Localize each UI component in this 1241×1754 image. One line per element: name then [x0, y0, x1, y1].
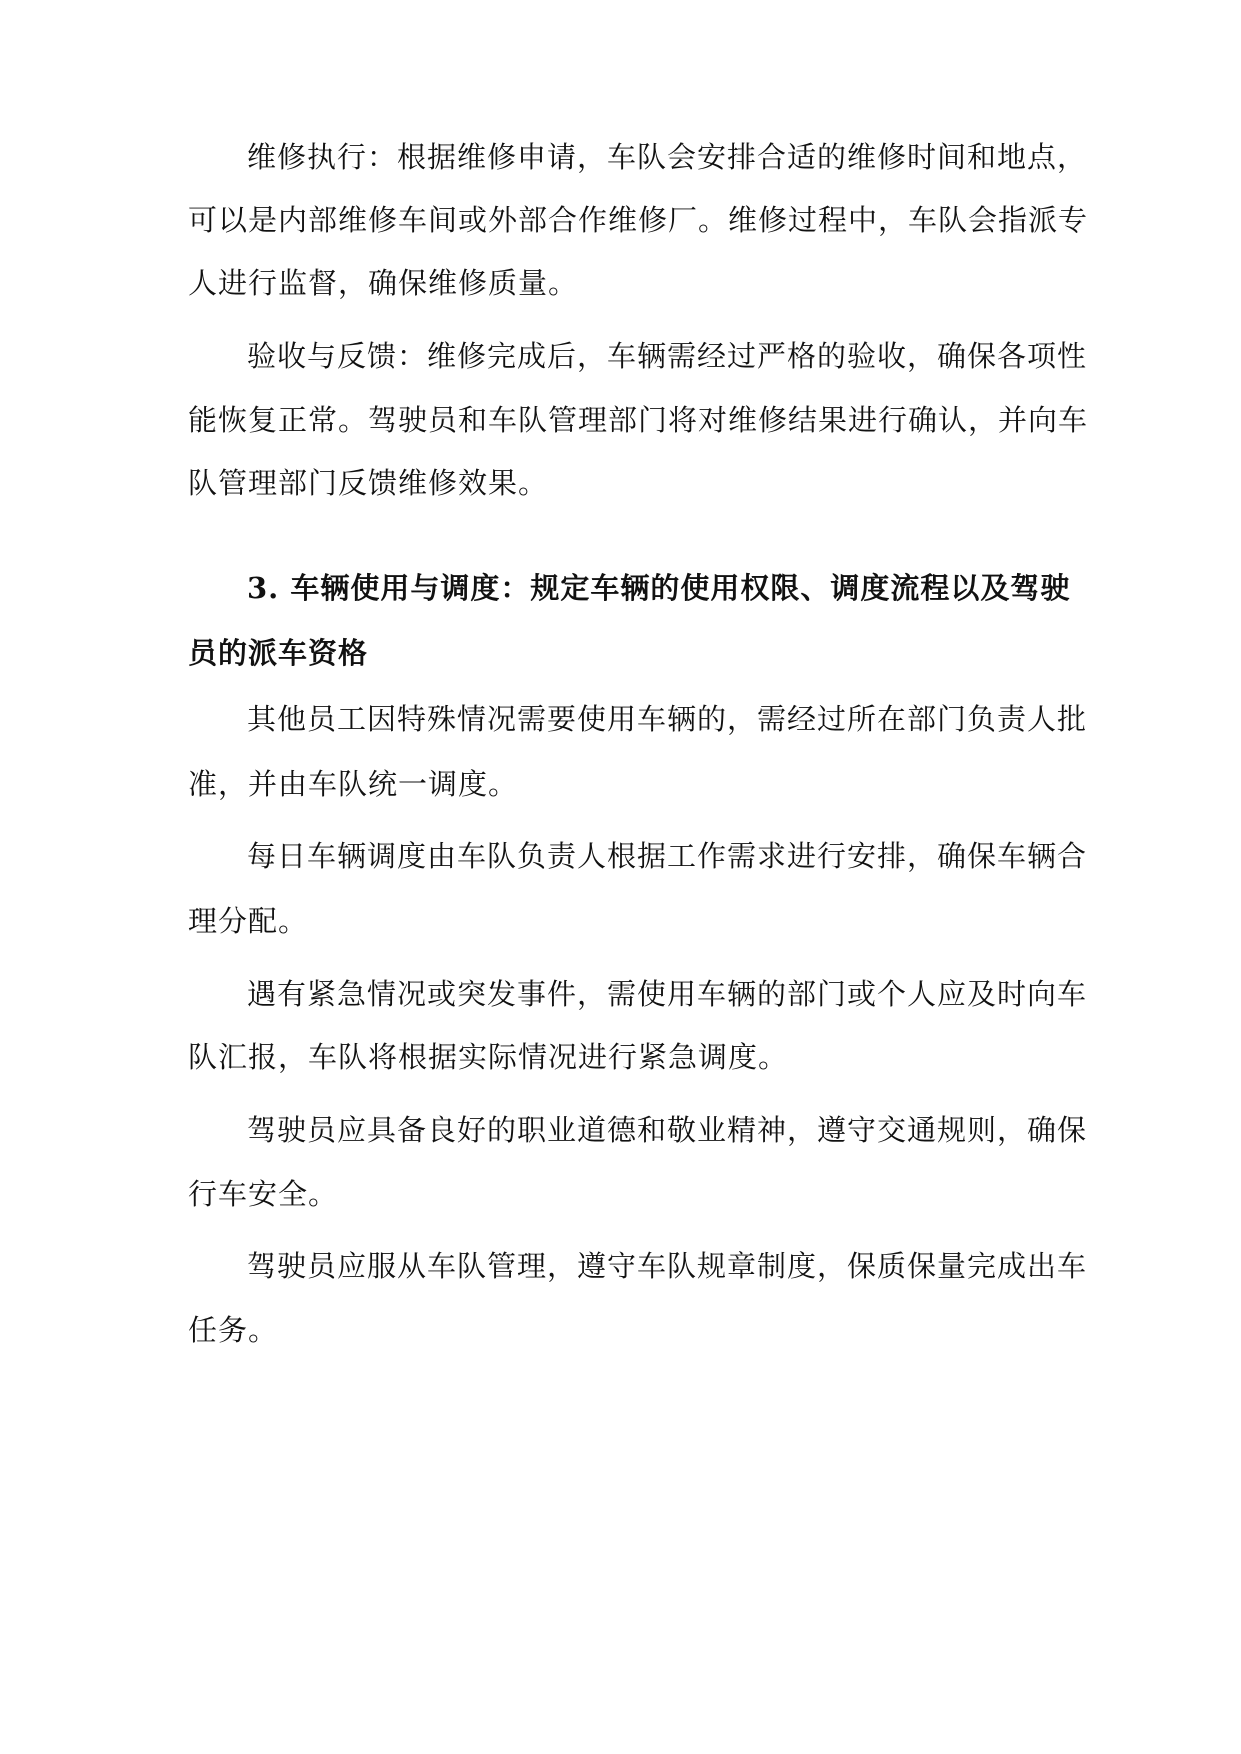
paragraph-line: 行车安全。	[188, 1177, 339, 1211]
section-heading-line: 员的派车资格	[188, 636, 369, 670]
section-heading-line: 3. 车辆使用与调度：规定车辆的使用权限、调度流程以及驾驶	[247, 571, 1071, 605]
paragraph-line: 验收与反馈：维修完成后，车辆需经过严格的验收，确保各项性	[247, 339, 1088, 373]
paragraph-line: 遇有紧急情况或突发事件，需使用车辆的部门或个人应及时向车	[247, 977, 1088, 1011]
paragraph-line: 人进行监督，确保维修质量。	[188, 266, 579, 300]
paragraph-line: 能恢复正常。驾驶员和车队管理部门将对维修结果进行确认，并向车	[188, 403, 1089, 437]
paragraph-line: 每日车辆调度由车队负责人根据工作需求进行安排，确保车辆合	[247, 839, 1088, 873]
paragraph-line: 维修执行：根据维修申请，车队会安排合适的维修时间和地点，	[247, 140, 1088, 174]
paragraph-line: 驾驶员应服从车队管理，遵守车队规章制度，保质保量完成出车	[247, 1249, 1088, 1283]
paragraph-line: 理分配。	[188, 904, 309, 938]
paragraph-line: 可以是内部维修车间或外部合作维修厂。维修过程中，车队会指派专	[188, 203, 1089, 237]
paragraph-line: 准，并由车队统一调度。	[188, 767, 519, 801]
paragraph-line: 任务。	[188, 1313, 279, 1347]
paragraph-line: 驾驶员应具备良好的职业道德和敬业精神，遵守交通规则，确保	[247, 1113, 1088, 1147]
paragraph-line: 队汇报，车队将根据实际情况进行紧急调度。	[188, 1040, 789, 1074]
paragraph-line: 队管理部门反馈维修效果。	[188, 466, 549, 500]
paragraph-line: 其他员工因特殊情况需要使用车辆的，需经过所在部门负责人批	[247, 702, 1088, 736]
